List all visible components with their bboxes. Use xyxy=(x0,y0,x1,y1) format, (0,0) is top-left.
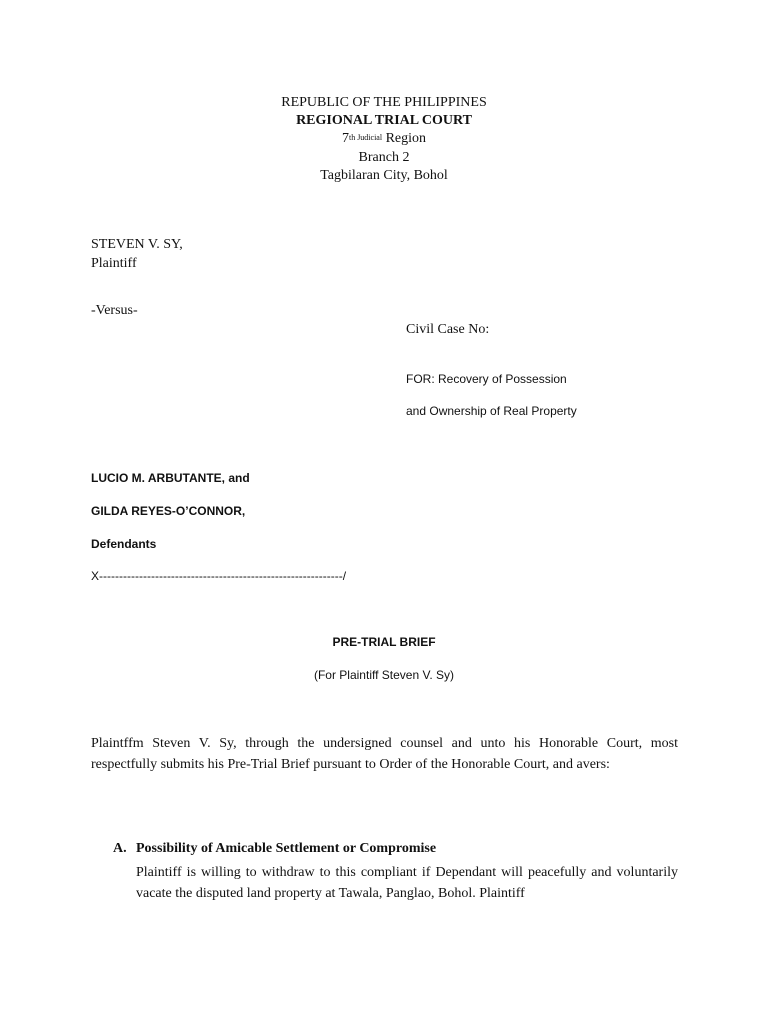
brief-subtitle: (For Plaintiff Steven V. Sy) xyxy=(313,668,455,682)
plaintiff-role: Plaintiff xyxy=(91,256,137,271)
section-a-marker: A. xyxy=(113,841,127,856)
section-a-heading xyxy=(113,841,436,857)
versus-label: -Versus- xyxy=(91,303,138,318)
case-nature-line2: and Ownership of Real Property xyxy=(406,404,577,418)
region-superscript: th Judicial xyxy=(348,133,383,142)
intro-paragraph: Plaintffm Steven V. Sy, through the undersigned counsel and unto his Honorable Court, most respectfully submits his Pre-Trial Brief pursuant to Order of the Honorable Court, and avers: xyxy=(91,736,678,772)
defendant-name-2: GILDA REYES-O’CONNOR, xyxy=(91,504,246,518)
defendants-role: Defendants xyxy=(91,537,157,551)
republic-heading: REPUBLIC OF THE PHILIPPINES xyxy=(281,95,487,110)
section-a-body: Plaintiff is willing to withdraw to this compliant if Dependant will peacefully and voluntarily vacate the disputed land property at Tawala, Panglao, Bohol. Plaintiff xyxy=(136,865,678,901)
case-nature-line1: FOR: Recovery of Possession xyxy=(406,372,567,386)
region-word: Region xyxy=(385,131,427,146)
region-number: 7 xyxy=(341,131,349,146)
defendant-name-1: LUCIO M. ARBUTANTE, and xyxy=(91,471,250,485)
court-heading: REGIONAL TRIAL COURT xyxy=(296,113,472,128)
brief-title: PRE-TRIAL BRIEF xyxy=(332,635,436,649)
civil-case-label: Civil Case No: xyxy=(406,322,490,337)
section-a-title: Possibility of Amicable Settlement or Compromise xyxy=(136,841,437,856)
branch-heading: Branch 2 xyxy=(358,150,410,165)
region-heading xyxy=(0,131,768,147)
caption-separator: X-------------------------------------------------------------/ xyxy=(91,569,347,583)
city-heading: Tagbilaran City, Bohol xyxy=(320,168,448,183)
plaintiff-name: STEVEN V. SY, xyxy=(91,237,183,252)
